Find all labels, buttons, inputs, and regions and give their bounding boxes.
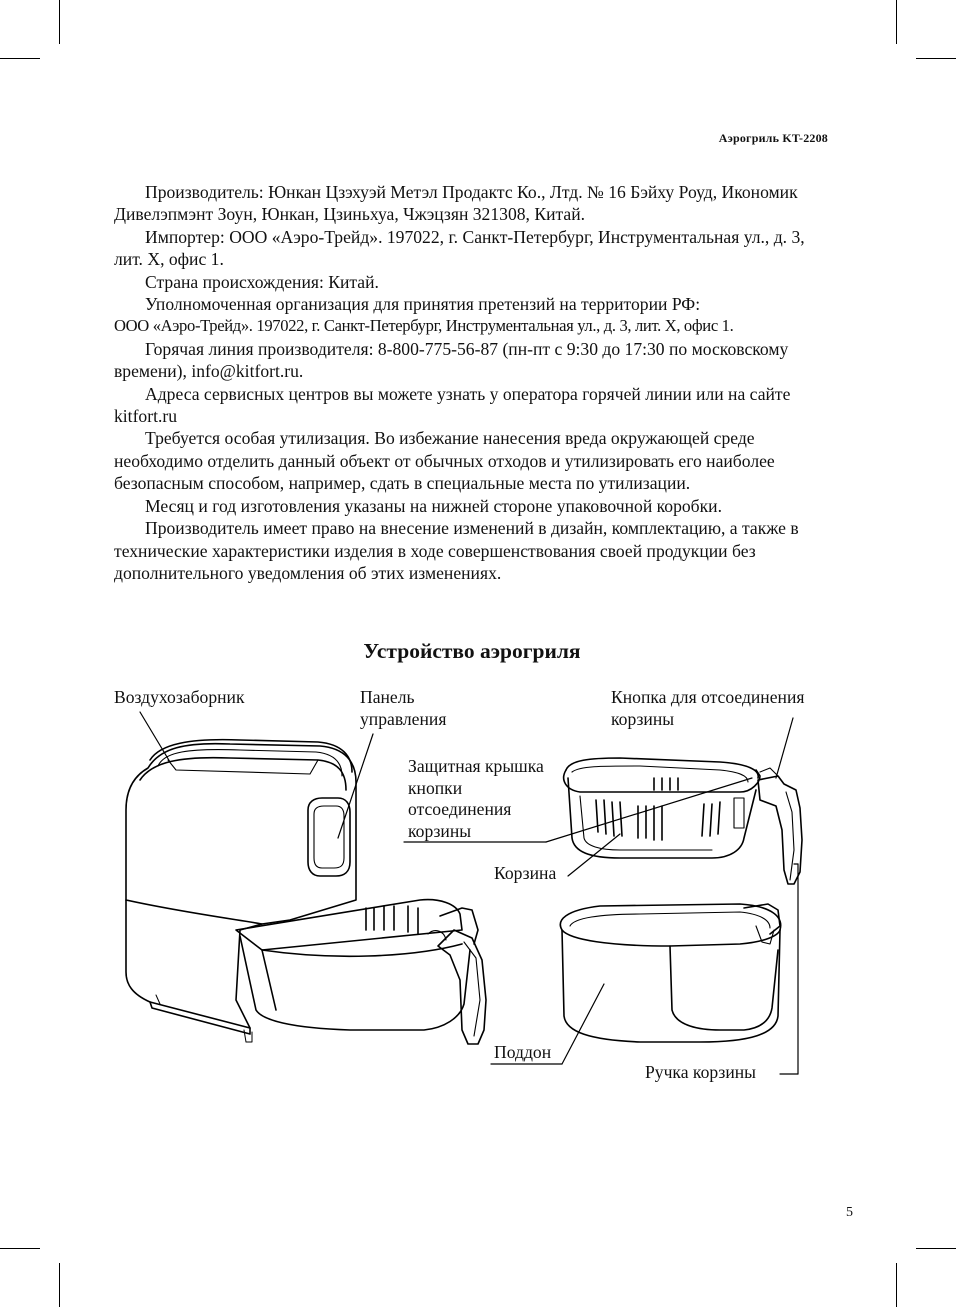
running-header: Аэрогриль KT-2208 [718,131,828,145]
label-release-button: Кнопка для отсоединения корзины [611,687,805,729]
label-button-cover: Защитная крышка кнопки отсоединения корзины [408,756,544,841]
label-basket: Корзина [494,863,557,883]
section-title: Устройство аэрогриля [363,639,581,663]
paragraph: Требуется особая утилизация. Во избежание нанесения вреда окружающей среде необходимо отделить данный объект от обычных отходов и утилизировать его наиболее безопасным способом, например, сдать в специальные места по утилизации. [114,428,775,494]
label-tray: Поддон [494,1042,552,1062]
paragraph: Адреса сервисных центров вы можете узнать у оператора горячей линии или на сайте kitfort.ru [114,383,791,427]
air-fryer-body [126,740,356,1042]
paragraph: Производитель имеет право на внесение изменений в дизайн, комплектацию, а также в технические характеристики изделия в ходе совершенствования своей продукции без дополнительного уведомления об этих изменениях. [114,518,799,583]
paragraph: Импортер: ООО «Аэро-Трейд». 197022, г. Санкт-Петербург, Инструментальная ул., д. 3, лит. Х, офис 1. [114,226,805,270]
paragraph: ООО «Аэро-Трейд». 197022, г. Санкт-Петербург, Инструментальная ул., д. 3, лит. Х, офис 1. [114,316,734,336]
paragraph: Уполномоченная организация для принятия претензий на территории РФ: [145,294,701,315]
paragraph: Горячая линия производителя: 8-800-775-56-87 (пн-пт с 9:30 до 17:30 по московскому времени), info@kitfort.ru. [114,338,789,382]
basket-illustration [564,758,802,884]
label-air-intake: Воздухозаборник [114,687,245,707]
paragraph: Производитель: Юнкан Цзэхуэй Метэл Продактс Ко., Лтд. № 16 Бэйху Роуд, Икономик Дивелэпмэнт Зоун, Юнкан, Цзиньхуа, Чжэцзян 321308, Китай. [114,182,798,225]
label-control-panel: Панель управления [360,687,447,729]
label-basket-handle: Ручка корзины [645,1062,756,1082]
tray-illustration [560,904,780,1042]
paragraph: Страна происхождения: Китай. [145,271,379,292]
paragraph: Месяц и год изготовления указаны на нижней стороне упаковочной коробки. [145,495,722,516]
pulled-out-basket [236,900,486,1044]
page-number: 5 [846,1205,853,1220]
control-panel-window [308,798,350,876]
